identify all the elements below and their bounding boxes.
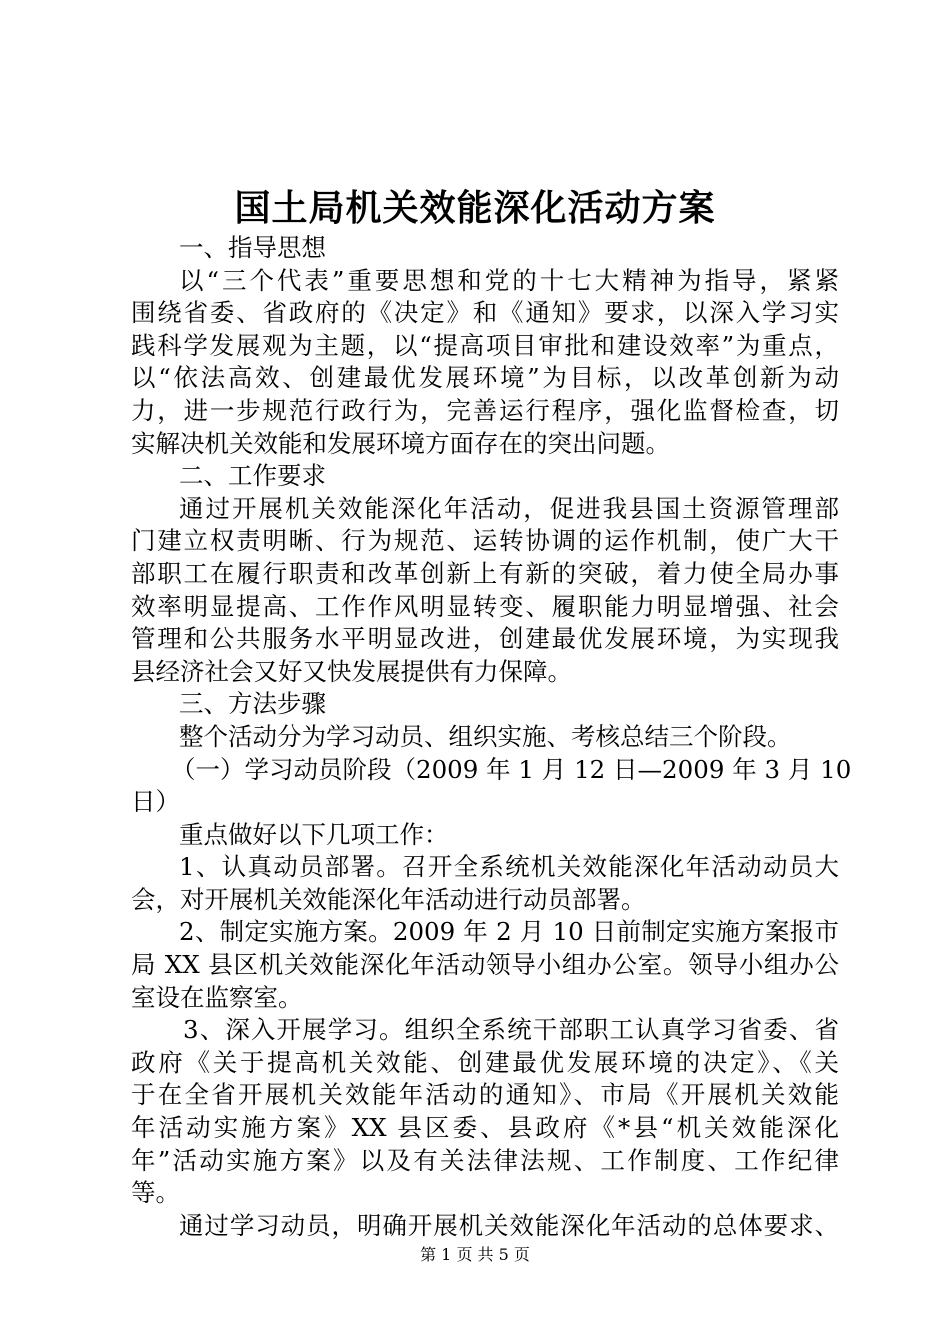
list-item-line: 年”活动实施方案》以及有关法律法规、工作制度、工作纪律 [131,1145,839,1175]
paragraph-line: 效率明显提高、工作作风明显转变、履职能力明显增强、社会 [131,591,839,621]
list-item-line: 年活动实施方案》XX 县区委、县政府《*县“机关效能深化 [131,1113,839,1143]
list-item-line: 1、认真动员部署。召开全系统机关效能深化年活动动员大 [179,852,839,882]
list-item-line: 局 XX 县区机关效能深化年活动领导小组办公室。领导小组办公 [131,950,839,980]
section-heading-1: 一、指导思想 [179,233,326,262]
paragraph-line: 通过学习动员，明确开展机关效能深化年活动的总体要求、 [179,1210,839,1240]
list-item-line: 室设在监察室。 [131,982,303,1012]
list-item-line: 3、深入开展学习。组织全系统干部职工认真学习省委、省 [183,1015,839,1045]
stage-heading-line: （一）学习动员阶段（2009 年 1 月 12 日—2009 年 3 月 10 [171,754,852,784]
paragraph-line: 践科学发展观为主题，以“提高项目审批和建设效率”为重点， [131,330,839,360]
list-item-line: 2、制定实施方案。2009 年 2 月 10 日前制定实施方案报市 [179,917,839,947]
list-item-line: 等。 [131,1178,180,1208]
paragraph-line: 力，进一步规范行政行为，完善运行程序，强化监督检查，切 [131,395,839,425]
paragraph-line: 以“依法高效、创建最优发展环境”为目标，以改革创新为动 [131,363,839,393]
paragraph-line: 部职工在履行职责和改革创新上有新的突破，着力使全局办事 [131,558,839,588]
paragraph-line: 以“三个代表”重要思想和党的十七大精神为指导，紧紧 [179,265,839,295]
paragraph-line: 县经济社会又好又快发展提供有力保障。 [131,656,572,686]
list-item-line: 于在全省开展机关效能年活动的通知》、市局《开展机关效能 [131,1080,839,1110]
list-item-line: 会，对开展机关效能深化年活动进行动员部署。 [131,884,646,914]
paragraph-line: 整个活动分为学习动员、组织实施、考核总结三个阶段。 [179,721,792,751]
paragraph-line: 通过开展机关效能深化年活动，促进我县国土资源管理部 [179,493,839,523]
paragraph-line: 重点做好以下几项工作： [179,819,449,849]
paragraph-line: 门建立权责明晰、行为规范、运转协调的运作机制，使广大干 [131,526,839,556]
paragraph-line: 管理和公共服务水平明显改进，创建最优发展环境，为实现我 [131,624,839,654]
stage-heading-line: 日） [131,787,180,817]
section-heading-2: 二、工作要求 [179,461,326,491]
document-title: 国土局机关效能深化活动方案 [234,187,716,229]
page-indicator: 第 1 页 共 5 页 [420,1245,530,1264]
list-item-line: 政府《关于提高机关效能、创建最优发展环境的决定》、《关 [131,1047,839,1077]
document-body [131,232,852,1242]
section-heading-3: 三、方法步骤 [179,689,326,719]
paragraph-line: 围绕省委、省政府的《决定》和《通知》要求，以深入学习实 [131,298,839,328]
paragraph-line: 实解决机关效能和发展环境方面存在的突出问题。 [131,428,670,458]
